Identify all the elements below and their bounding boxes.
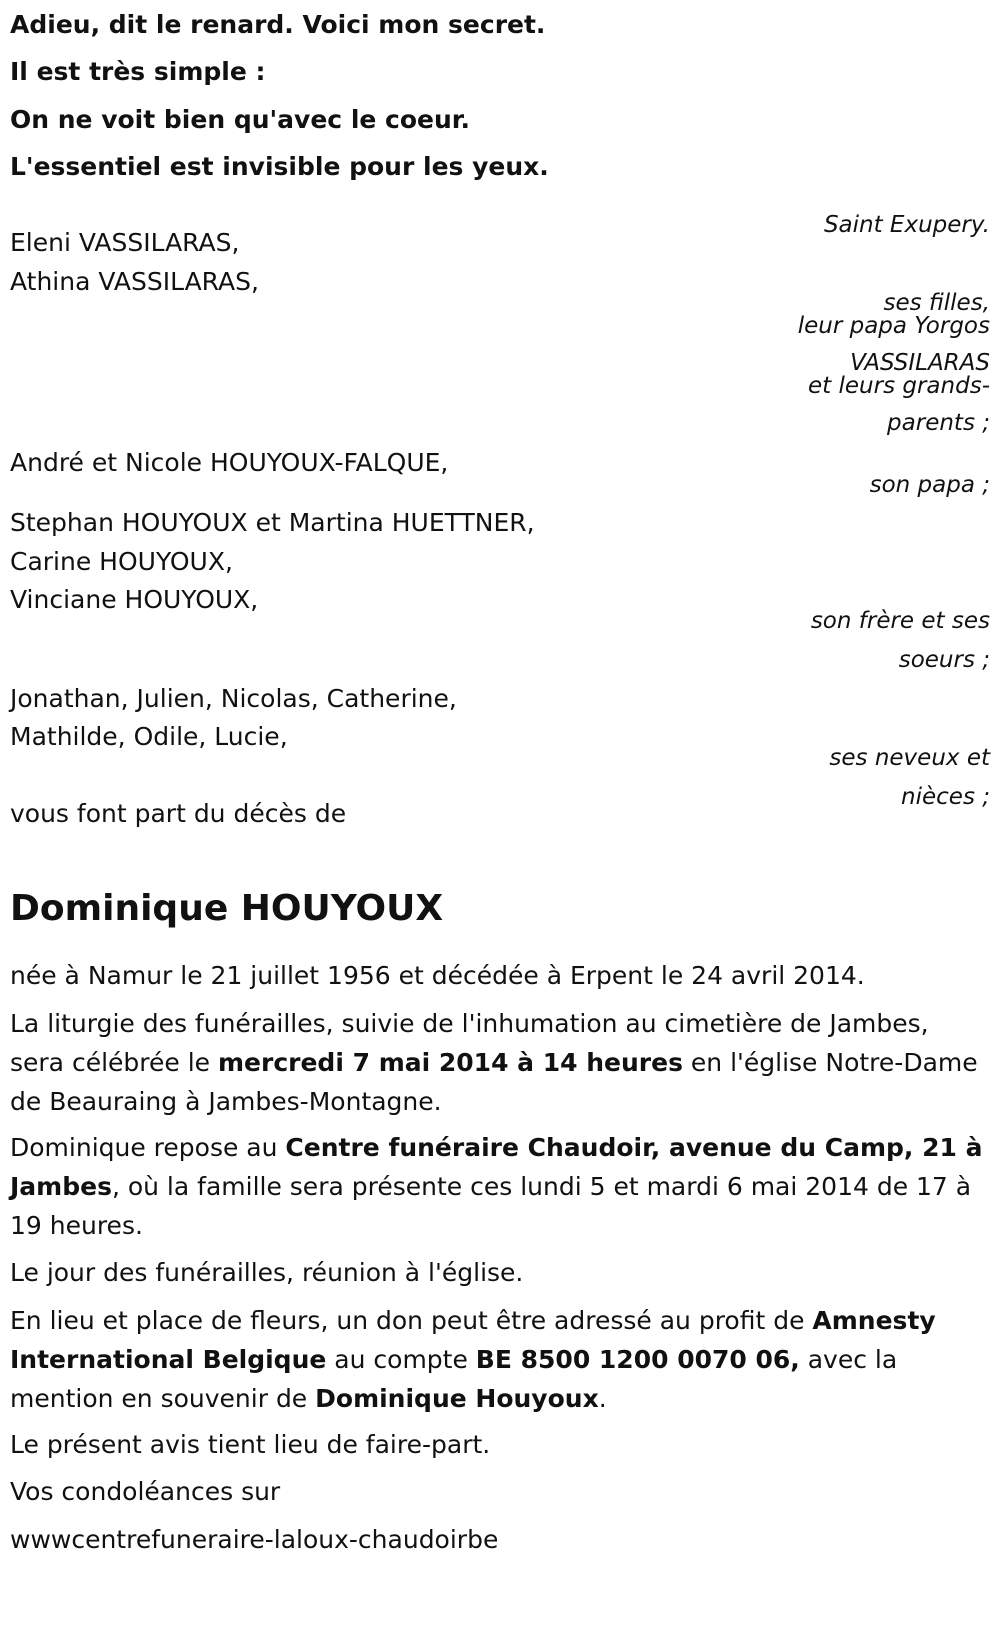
bank-account: BE 8500 1200 0070 06,: [475, 1345, 800, 1374]
charity-name: Amnesty International Belgique: [10, 1306, 936, 1374]
website-link[interactable]: wwwcentrefuneraire-laloux-chaudoirbe: [10, 1525, 499, 1554]
family-role: soeurs ;: [898, 647, 990, 673]
family-role: son papa ;: [869, 472, 990, 498]
family-name: Athina VASSILARAS,: [10, 267, 259, 296]
liturgy-date: mercredi 7 mai 2014 à 14 heures: [217, 1048, 683, 1077]
notice-text: Le présent avis tient lieu de faire-part.: [10, 1430, 491, 1459]
family-role: ses filles,: [883, 290, 990, 316]
condolences-text: Vos condoléances sur: [10, 1477, 281, 1506]
memorial-name: Dominique Houyoux: [315, 1384, 599, 1413]
family-role: et leurs grands-: [808, 373, 990, 399]
quote-author: Saint Exupery.: [823, 212, 990, 238]
announcement-text: vous font part du décès de: [10, 799, 347, 828]
quote-line: Il est très simple :: [10, 57, 266, 86]
liturgy-paragraph: La liturgie des funérailles, suivie de l'inhumation au cimetière de Jambes, sera célébrée le mercredi 7 mai 2014 à 14 heures en l'église Notre-Dame de Beauraing à Jambes-Montagne.: [10, 1009, 978, 1116]
family-name: Carine HOUYOUX,: [10, 547, 233, 576]
family-role: parents ;: [887, 410, 990, 436]
family-name: Mathilde, Odile, Lucie,: [10, 722, 288, 751]
repose-paragraph: Dominique repose au Centre funéraire Chaudoir, avenue du Camp, 21 à Jambes, où la famille sera présente ces lundi 5 et mardi 6 mai 2014 de 17 à 19 heures.: [10, 1133, 983, 1240]
family-name: André et Nicole HOUYOUX-FALQUE,: [10, 448, 449, 477]
family-name: Eleni VASSILARAS,: [10, 228, 240, 257]
family-role: son frère et ses: [810, 608, 990, 634]
family-role: nièces ;: [901, 784, 990, 810]
family-role: leur papa Yorgos: [797, 313, 990, 339]
birth-death-info: née à Namur le 21 juillet 1956 et décédée à Erpent le 24 avril 2014.: [10, 961, 865, 990]
family-role: VASSILARAS: [850, 350, 990, 376]
family-name: Vinciane HOUYOUX,: [10, 585, 259, 614]
quote-line: Adieu, dit le renard. Voici mon secret.: [10, 10, 546, 39]
family-name: Jonathan, Julien, Nicolas, Catherine,: [10, 684, 457, 713]
quote-line: L'essentiel est invisible pour les yeux.: [10, 152, 549, 181]
family-name: Stephan HOUYOUX et Martina HUETTNER,: [10, 508, 535, 537]
deceased-name: Dominique HOUYOUX: [10, 888, 444, 929]
quote-line: On ne voit bien qu'avec le coeur.: [10, 105, 471, 134]
family-role: ses neveux et: [829, 745, 990, 771]
donation-paragraph: En lieu et place de fleurs, un don peut être adressé au profit de Amnesty International Belgique au compte BE 8500 1200 0070 06, avec la mention en souvenir de Dominique Houyoux.: [10, 1306, 936, 1413]
meeting-info: Le jour des funérailles, réunion à l'église.: [10, 1258, 524, 1287]
funeral-center-address: Centre funéraire Chaudoir, avenue du Camp, 21 à Jambes: [10, 1133, 983, 1201]
